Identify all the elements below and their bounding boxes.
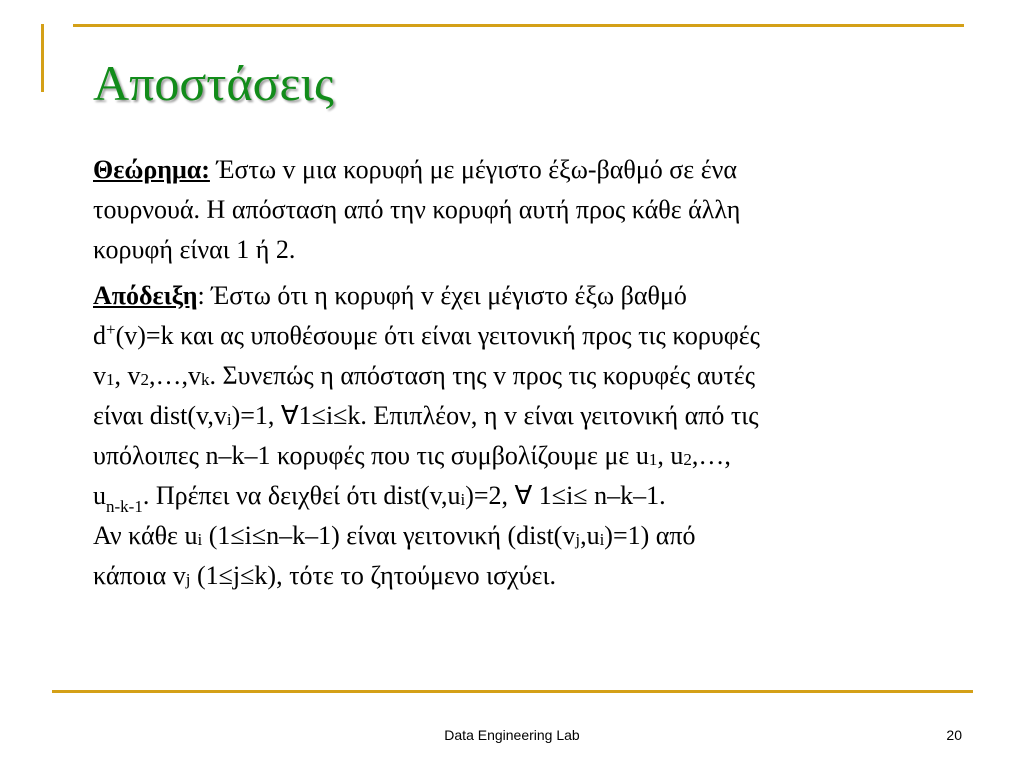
subscript: 2 (140, 370, 149, 389)
decorative-bottom-line (52, 690, 973, 693)
subscript: i (599, 530, 605, 549)
proof-line-3 (93, 356, 983, 396)
proof-text: Αν κάθε u (93, 521, 198, 550)
subscript: j (575, 530, 581, 549)
proof-text: (1≤j≤k), τότε το ζητούμενο ισχύει. (190, 561, 556, 590)
proof-line-1 (93, 276, 983, 316)
subscript: i (460, 490, 466, 509)
theorem-line-1 (93, 150, 983, 190)
proof-line-6 (93, 476, 983, 516)
slide-title: Αποστάσεις (93, 55, 334, 111)
proof-text: είναι dist(v,v (93, 401, 227, 430)
proof-paragraph (93, 276, 983, 596)
subscript: j (185, 570, 191, 589)
superscript: + (106, 320, 116, 339)
subscript: 1 (106, 370, 115, 389)
subscript: n-k-1 (106, 497, 143, 516)
decorative-top-line (73, 24, 964, 27)
subscript: i (226, 410, 232, 429)
proof-label: Απόδειξη (93, 281, 198, 310)
proof-text: ,u (580, 521, 600, 550)
theorem-line-2: τουρνουά. Η απόσταση από την κορυφή αυτή προς κάθε άλλη (93, 195, 741, 224)
proof-text: v (93, 361, 106, 390)
slide-body (93, 150, 983, 596)
subscript: k (201, 370, 210, 389)
proof-line-7 (93, 516, 983, 556)
proof-text: ,…, (691, 441, 731, 470)
proof-text: . Πρέπει να δειχθεί ότι dist(v,u (142, 481, 461, 510)
theorem-label: Θεώρημα: (93, 155, 210, 184)
proof-line-5 (93, 436, 983, 476)
theorem-line-3: κορυφή είναι 1 ή 2. (93, 235, 296, 264)
proof-text: κάποια v (93, 561, 186, 590)
theorem-paragraph (93, 150, 983, 270)
proof-text: , u (657, 441, 684, 470)
proof-text: , v (114, 361, 141, 390)
subscript: 2 (683, 450, 692, 469)
page-number: 20 (946, 727, 962, 743)
proof-text: υπόλοιπες n–k–1 κορυφές που τις συμβολίζουμε με u (93, 441, 649, 470)
proof-text: )=2, ∀ 1≤i≤ n–k–1. (465, 481, 666, 510)
proof-text: (1≤i≤n–k–1) είναι γειτονική (dist(v (202, 521, 576, 550)
proof-text: (v)=k και ας υποθέσουμε ότι είναι γειτονική προς τις κορυφές (115, 321, 760, 350)
proof-text: ,…,v (149, 361, 201, 390)
proof-text: u (93, 481, 106, 510)
subscript: i (197, 530, 203, 549)
proof-text: . Συνεπώς η απόσταση της v προς τις κορυφές αυτές (209, 361, 755, 390)
proof-text: )=1, ∀1≤i≤k. Επιπλέον, η v είναι γειτονική από τις (231, 401, 759, 430)
subscript: 1 (648, 450, 658, 469)
theorem-text-1: Έστω v μια κορυφή με μέγιστο έξω-βαθμό σε ένα (209, 155, 738, 184)
proof-text: d (93, 321, 106, 350)
proof-line-4 (93, 396, 983, 436)
decorative-vertical-line (41, 24, 44, 92)
proof-line-8 (93, 556, 983, 596)
proof-line-2 (93, 316, 983, 356)
proof-text: )=1) από (604, 521, 696, 550)
proof-text-1: : Έστω ότι η κορυφή v έχει μέγιστο έξω βαθμό (197, 281, 687, 310)
footer-lab-name: Data Engineering Lab (444, 727, 580, 743)
